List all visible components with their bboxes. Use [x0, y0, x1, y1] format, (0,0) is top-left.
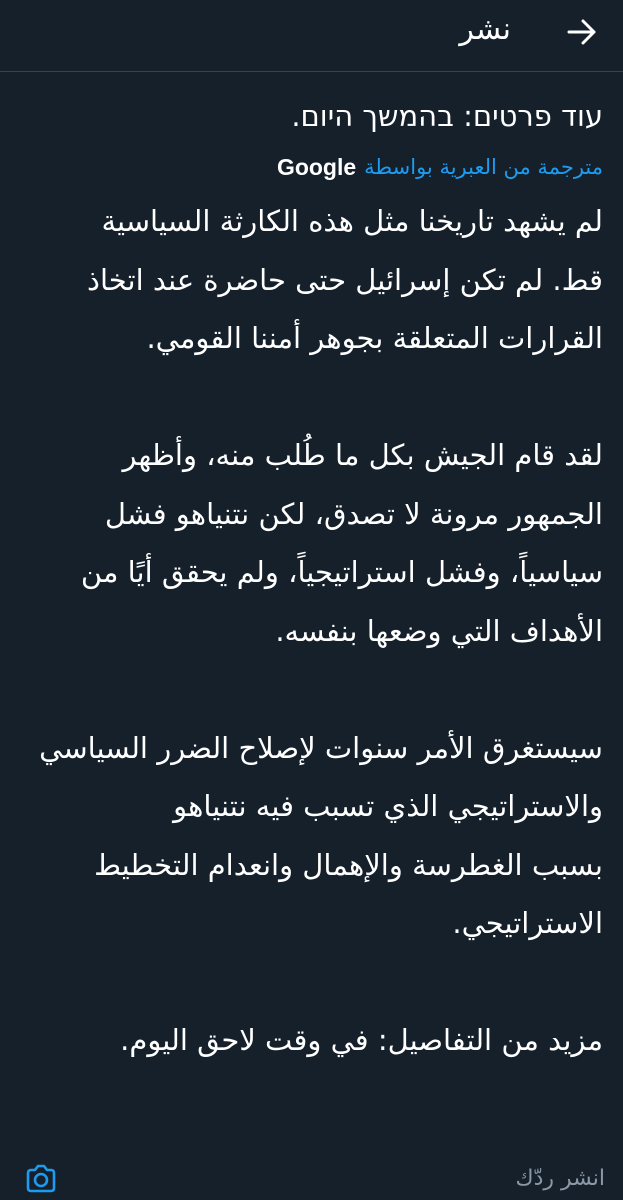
text-line: الأهداف التي وضعها بنفسه.: [275, 613, 603, 648]
google-logo: Google: [276, 154, 357, 180]
reply-input[interactable]: انشر ردّك: [515, 1166, 605, 1191]
post-body: [20, 94, 603, 1070]
translation-attribution: [20, 152, 603, 182]
top-bar: [0, 0, 623, 72]
text-line: الجمهور مرونة لا تصدق، لكن نتنياهو فشل: [104, 496, 603, 531]
text-line: قط. لم تكن إسرائيل حتى حاضرة عند اتخاذ: [87, 262, 603, 297]
text-line: مزيد من التفاصيل: في وقت لاحق اليوم.: [120, 1023, 603, 1057]
text-line: لم يشهد تاريخنا مثل هذه الكارثة السياسية: [101, 204, 603, 238]
text-line: الاستراتيجي.: [452, 906, 603, 940]
back-button[interactable]: [559, 12, 605, 52]
paragraph: [20, 192, 603, 368]
text-line: لقد قام الجيش بكل ما طُلب منه، وأظهر: [122, 438, 603, 472]
reply-bar: [0, 1154, 623, 1200]
camera-icon: [24, 1162, 58, 1196]
arrow-right-icon: [567, 19, 597, 45]
text-line: القرارات المتعلقة بجوهر أمننا القومي.: [146, 321, 603, 355]
translated-text: [20, 192, 603, 1070]
paragraph: [20, 1011, 603, 1070]
camera-button[interactable]: [24, 1162, 58, 1196]
original-post-text: עוד פרטים: בהמשך היום.: [291, 99, 603, 133]
paragraph: [20, 426, 603, 660]
text-line: سيستغرق الأمر سنوات لإصلاح الضرر السياسي: [39, 730, 603, 765]
paragraph: [20, 719, 603, 953]
text-line: والاستراتيجي الذي تسبب فيه نتنياهو: [173, 789, 603, 823]
text-line: بسبب الغطرسة والإهمال وانعدام التخطيط: [94, 847, 603, 882]
translation-link[interactable]: مترجمة من العبرية بواسطة: [364, 155, 603, 179]
text-line: سياسياً، وفشل استراتيجياً، ولم يحقق أيًا من: [80, 555, 603, 589]
page-title: نشر: [459, 12, 511, 47]
